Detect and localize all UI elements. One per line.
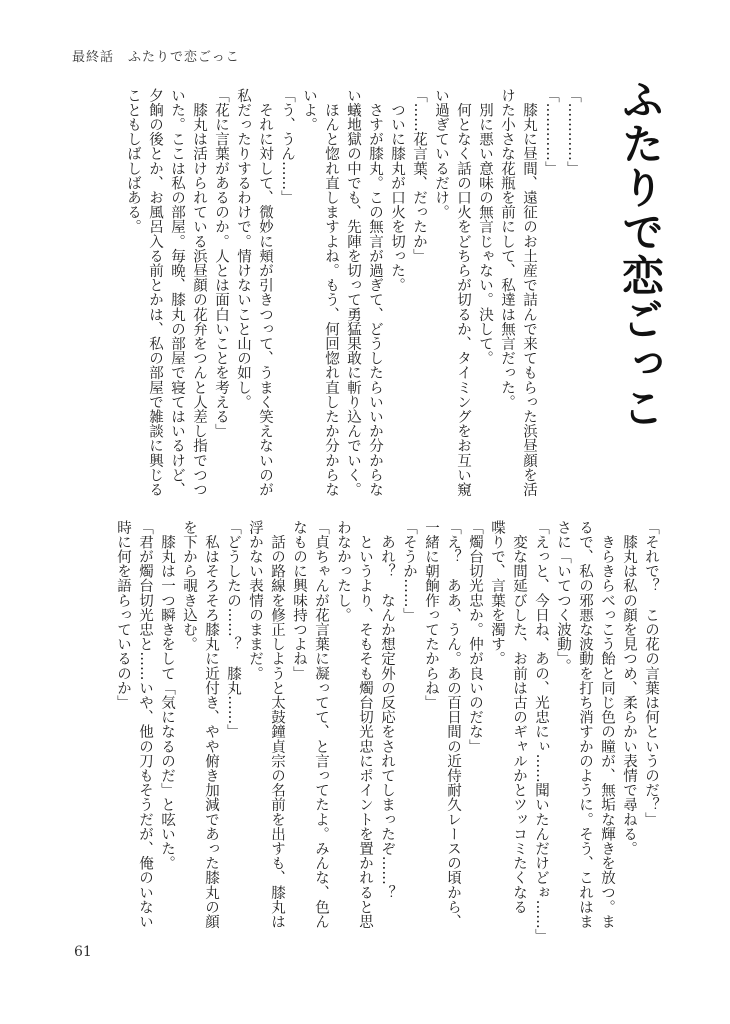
text-column: 時に何を語らっているのか」 [115,520,131,710]
text-column: 「どうしたの……？ 膝丸……」 [225,520,241,739]
lower-text-block [72,520,662,944]
text-column: さすが膝丸。この無言が過ぎて、どうしたらいいか分からな [367,88,383,497]
text-column: 「……花言葉、だったか」 [411,88,427,264]
text-column: 一緒に朝餉作ってたからね」 [423,520,439,710]
text-column: い過ぎているだけ。 [433,88,449,220]
text-column: 膝丸に昼間、遠征のお土産で詰んで来てもらった浜昼顔を活 [521,88,537,497]
text-column: 「…………」 [543,88,559,176]
text-column: こともしばしばある。 [125,88,141,234]
text-column: 「え？ ああ、うん。あの百日間の近侍耐久レースの頃から、 [445,520,461,929]
text-column: 私はそろそろ膝丸に近付き、やや俯き加減であった膝丸の顔 [203,520,219,929]
text-column: 話の路線を修正しようと太鼓鐘貞宗の名前を出すも、膝丸は [269,520,285,929]
text-column: 浮かない表情のままだ。 [247,520,263,681]
text-column: を下から覗き込む。 [181,520,197,652]
text-column: 膝丸は一つ瞬きをして「気になるのだ」と呟いた。 [159,520,175,871]
text-column: るで、私の邪悪な波動を打ち消すかのように。そう、これはま [577,520,593,929]
text-column: なものに興味持つよね」 [291,520,307,681]
text-column: 「そうか……」 [401,520,417,623]
text-column: さに「いてつく波動」。 [555,520,571,674]
text-column: ほんと惚れ直しますよね。もう、何回惚れ直したか分からな [323,88,339,497]
text-column: 喋りで、言葉を濁す。 [489,520,505,666]
text-column: けた小さな花瓶を前にして、私達は無言だった。 [499,88,515,410]
text-column: あれ？ なんか想定外の反応をされてしまったぞ……？ [379,520,395,900]
chapter-title: ふたりで恋ごっこ [616,78,665,430]
text-column: 夕餉の後とか、お風呂入る前とかは、私の部屋で雑談に興じる [147,88,163,497]
text-column: 変な間延びした、お前は古のギャルかとツッコミたくなる [511,520,527,915]
text-column: いた。ここは私の部屋。毎晩、膝丸の部屋で寝てはいるけど、 [169,88,185,497]
text-column: 「貞ちゃんが花言葉に凝ってて、と言ってたよ。みんな、色ん [313,520,329,929]
running-header: 最終話 ふたりで恋ごっこ [72,50,240,65]
text-column: 「燭台切光忠か。仲が良いのだな」 [467,520,483,754]
text-column: いよ。 [301,88,317,132]
text-column: 何となく話の口火をどちらが切るか、タイミングをお互い窺 [455,88,471,497]
text-column: わなかったし。 [335,520,351,623]
text-column: い蟻地獄の中でも、先陣を切って勇猛果敢に斬り込んでいく。 [345,88,361,497]
text-column: それに対して、微妙に頬が引きつって、うまく笑えないのが [257,88,273,497]
upper-text-block [84,88,584,508]
text-column: 「えっと、今日ね、あの、光忠にぃ……聞いたんだけどぉ……」 [533,520,549,944]
text-column: きらきらべっこう飴と同じ色の瞳が、無垢な輝きを放つ。ま [599,520,615,929]
text-column: 「う、うん……」 [279,88,295,205]
text-column: 膝丸は活けられている浜昼顔の花弁をつんと人差し指でつつ [191,88,207,497]
text-column: 「君が燭台切光忠と……いや、他の刀もそうだが、俺のいない [137,520,153,929]
text-column: 膝丸は私の顔を見つめ、柔らかい表情で尋ねる。 [621,520,637,856]
text-column: 「それで？ この花の言葉は何というのだ？」 [643,520,659,827]
text-column: 「花に言葉があるのか。人とは面白いことを考える」 [213,88,229,439]
text-column: 別に悪い意味の無言じゃない。決して。 [477,88,493,366]
text-column: ついに膝丸が口火を切った。 [389,88,405,293]
page-number: 61 [74,944,92,960]
text-column: 「…………」 [565,88,581,176]
text-column: 私だったりするわけで。情けないこと山の如し。 [235,88,251,410]
text-column: というより、そもそも燭台切光忠にポイントを置かれると思 [357,520,373,929]
